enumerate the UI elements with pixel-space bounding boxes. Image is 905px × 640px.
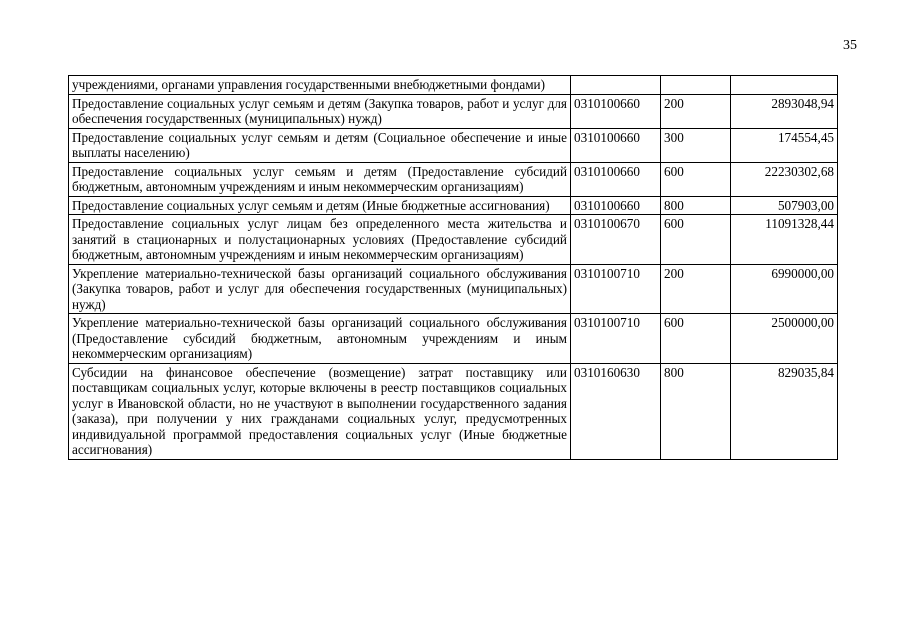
table-row [69,94,838,128]
row-sum [731,76,838,95]
row-expense-type [661,76,731,95]
row-sum: 6990000,00 [731,264,838,314]
table-row [69,264,838,314]
row-name: учреждениями, органами управления государственными внебюджетными фондами) [69,76,571,95]
row-name: Предоставление социальных услуг семьям и детям (Закупка товаров, работ и услуг для обеспечения государственных (муниципальных) нужд) [69,94,571,128]
table-row [69,314,838,364]
table-row [69,196,838,215]
row-sum: 829035,84 [731,363,838,459]
row-sum: 22230302,68 [731,162,838,196]
row-name: Субсидии на финансовое обеспечение (возмещение) затрат поставщику или поставщикам социальных услуг, которые включены в реестр поставщиков социальных услуг в Ивановской области, но не участвуют в выполнении государственного задания (заказа), при получении у них гражданами социальных услуг, предусмотренных индивидуальной программой предоставления социальных услуг (Иные бюджетные ассигнования) [69,363,571,459]
row-expense-type: 200 [661,264,731,314]
row-expense-type: 800 [661,363,731,459]
row-sum: 174554,45 [731,128,838,162]
row-code [571,76,661,95]
row-expense-type: 600 [661,314,731,364]
row-code: 0310160630 [571,363,661,459]
row-expense-type: 800 [661,196,731,215]
row-name: Укрепление материально-технической базы организаций социального обслуживания (Предоставление субсидий бюджетным, автономным учреждениям и иным некоммерческим организациям) [69,314,571,364]
row-name: Предоставление социальных услуг лицам без определенного места жительства и занятий в стационарных и полустационарных условиях (Предоставление субсидий бюджетным, автономным учреждениям и иным некоммерческим организациям) [69,215,571,265]
row-code: 0310100670 [571,215,661,265]
row-expense-type: 200 [661,94,731,128]
table-row [69,363,838,459]
row-name: Предоставление социальных услуг семьям и детям (Предоставление субсидий бюджетным, автономным учреждениям и иным некоммерческим организациям) [69,162,571,196]
row-sum: 2893048,94 [731,94,838,128]
row-name: Предоставление социальных услуг семьям и детям (Иные бюджетные ассигнования) [69,196,571,215]
budget-table [68,75,838,460]
row-name: Предоставление социальных услуг семьям и детям (Социальное обеспечение и иные выплаты населению) [69,128,571,162]
row-expense-type: 300 [661,128,731,162]
row-code: 0310100660 [571,162,661,196]
row-sum: 11091328,44 [731,215,838,265]
table-row [69,128,838,162]
row-code: 0310100710 [571,314,661,364]
row-expense-type: 600 [661,162,731,196]
row-expense-type: 600 [661,215,731,265]
table-row [69,162,838,196]
page-number: 35 [843,38,857,53]
row-code: 0310100710 [571,264,661,314]
row-name: Укрепление материально-технической базы организаций социального обслуживания (Закупка товаров, работ и услуг для обеспечения государственных (муниципальных) нужд) [69,264,571,314]
table-row [69,215,838,265]
row-sum: 2500000,00 [731,314,838,364]
row-sum: 507903,00 [731,196,838,215]
row-code: 0310100660 [571,196,661,215]
row-code: 0310100660 [571,128,661,162]
row-code: 0310100660 [571,94,661,128]
table-row [69,76,838,95]
